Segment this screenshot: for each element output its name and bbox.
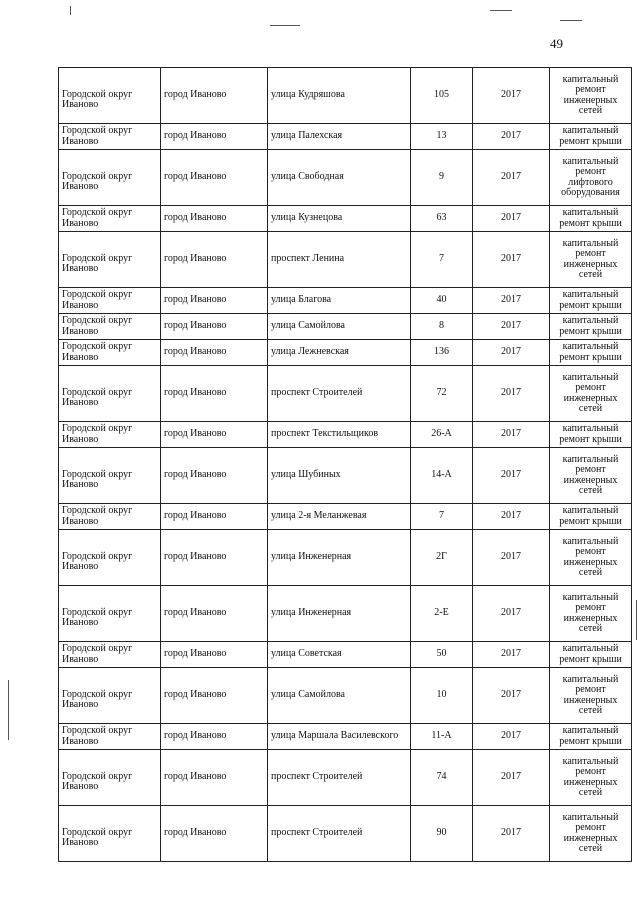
cell-street: проспект Строителей [268, 806, 411, 862]
cell-year: 2017 [473, 586, 550, 642]
cell-work-type: капитальный ремонт крыши [550, 724, 632, 750]
table-row [59, 642, 632, 668]
cell-street: улица Палехская [268, 124, 411, 150]
cell-work-type: капитальный ремонт инженерных сетей [550, 68, 632, 124]
cell-district: Городской округ Иваново [59, 340, 161, 366]
cell-house-number: 50 [411, 642, 473, 668]
cell-street: улица Лежневская [268, 340, 411, 366]
cell-year: 2017 [473, 288, 550, 314]
table-row [59, 750, 632, 806]
table-row [59, 340, 632, 366]
cell-street: улица Шубиных [268, 448, 411, 504]
table-row [59, 68, 632, 124]
cell-city: город Иваново [161, 504, 268, 530]
cell-work-type: капитальный ремонт инженерных сетей [550, 806, 632, 862]
cell-work-type: капитальный ремонт лифтового оборудования [550, 150, 632, 206]
scan-mark-top-right-2 [560, 20, 582, 21]
cell-district: Городской округ Иваново [59, 150, 161, 206]
cell-district: Городской округ Иваново [59, 206, 161, 232]
cell-work-type: капитальный ремонт крыши [550, 422, 632, 448]
cell-year: 2017 [473, 422, 550, 448]
cell-street: улица Инженерная [268, 530, 411, 586]
cell-house-number: 9 [411, 150, 473, 206]
table-row [59, 288, 632, 314]
cell-work-type: капитальный ремонт инженерных сетей [550, 232, 632, 288]
cell-street: улица Кузнецова [268, 206, 411, 232]
cell-house-number: 11-А [411, 724, 473, 750]
scan-mark-top-right [490, 10, 512, 11]
cell-district: Городской округ Иваново [59, 422, 161, 448]
table-row [59, 232, 632, 288]
cell-city: город Иваново [161, 642, 268, 668]
cell-city: город Иваново [161, 314, 268, 340]
cell-work-type: капитальный ремонт инженерных сетей [550, 668, 632, 724]
cell-house-number: 13 [411, 124, 473, 150]
table-row [59, 314, 632, 340]
table-row [59, 206, 632, 232]
cell-district: Городской округ Иваново [59, 366, 161, 422]
table-row [59, 806, 632, 862]
cell-work-type: капитальный ремонт крыши [550, 288, 632, 314]
cell-city: город Иваново [161, 150, 268, 206]
table-row [59, 124, 632, 150]
cell-district: Городской округ Иваново [59, 806, 161, 862]
cell-city: город Иваново [161, 750, 268, 806]
table-row [59, 448, 632, 504]
cell-house-number: 40 [411, 288, 473, 314]
cell-street: улица Самойлова [268, 314, 411, 340]
table-row [59, 504, 632, 530]
cell-street: улица Маршала Василевского [268, 724, 411, 750]
cell-house-number: 90 [411, 806, 473, 862]
cell-house-number: 26-А [411, 422, 473, 448]
cell-city: город Иваново [161, 206, 268, 232]
scan-mark-top-center [270, 25, 300, 26]
cell-work-type: капитальный ремонт крыши [550, 314, 632, 340]
cell-year: 2017 [473, 366, 550, 422]
cell-street: улица Инженерная [268, 586, 411, 642]
scan-mark-top-left [70, 6, 71, 15]
cell-house-number: 7 [411, 504, 473, 530]
table-row [59, 530, 632, 586]
cell-house-number: 2-Е [411, 586, 473, 642]
cell-year: 2017 [473, 150, 550, 206]
cell-street: проспект Строителей [268, 750, 411, 806]
cell-house-number: 74 [411, 750, 473, 806]
cell-year: 2017 [473, 124, 550, 150]
cell-district: Городской округ Иваново [59, 288, 161, 314]
cell-year: 2017 [473, 530, 550, 586]
cell-district: Городской округ Иваново [59, 586, 161, 642]
cell-district: Городской округ Иваново [59, 668, 161, 724]
cell-city: город Иваново [161, 366, 268, 422]
cell-district: Городской округ Иваново [59, 642, 161, 668]
cell-district: Городской округ Иваново [59, 68, 161, 124]
cell-city: город Иваново [161, 724, 268, 750]
cell-year: 2017 [473, 314, 550, 340]
cell-district: Городской округ Иваново [59, 232, 161, 288]
cell-work-type: капитальный ремонт крыши [550, 642, 632, 668]
cell-year: 2017 [473, 340, 550, 366]
cell-year: 2017 [473, 232, 550, 288]
cell-year: 2017 [473, 642, 550, 668]
cell-work-type: капитальный ремонт инженерных сетей [550, 448, 632, 504]
cell-work-type: капитальный ремонт крыши [550, 206, 632, 232]
cell-city: город Иваново [161, 586, 268, 642]
cell-house-number: 72 [411, 366, 473, 422]
table-row [59, 724, 632, 750]
cell-work-type: капитальный ремонт инженерных сетей [550, 366, 632, 422]
cell-street: улица Советская [268, 642, 411, 668]
table-row [59, 586, 632, 642]
cell-district: Городской округ Иваново [59, 448, 161, 504]
cell-street: улица Кудряшова [268, 68, 411, 124]
cell-street: улица Благова [268, 288, 411, 314]
cell-district: Городской округ Иваново [59, 124, 161, 150]
cell-work-type: капитальный ремонт крыши [550, 124, 632, 150]
cell-city: город Иваново [161, 668, 268, 724]
cell-work-type: капитальный ремонт крыши [550, 504, 632, 530]
cell-work-type: капитальный ремонт инженерных сетей [550, 750, 632, 806]
cell-work-type: капитальный ремонт инженерных сетей [550, 530, 632, 586]
scan-mark-right-edge [636, 600, 637, 640]
page-number: 49 [550, 36, 563, 51]
cell-street: проспект Строителей [268, 366, 411, 422]
cell-city: город Иваново [161, 68, 268, 124]
cell-street: улица 2-я Меланжевая [268, 504, 411, 530]
cell-house-number: 7 [411, 232, 473, 288]
cell-year: 2017 [473, 806, 550, 862]
cell-year: 2017 [473, 68, 550, 124]
cell-district: Городской округ Иваново [59, 530, 161, 586]
repair-register-table [58, 67, 632, 862]
cell-street: улица Свободная [268, 150, 411, 206]
cell-street: проспект Ленина [268, 232, 411, 288]
cell-house-number: 136 [411, 340, 473, 366]
cell-work-type: капитальный ремонт инженерных сетей [550, 586, 632, 642]
scan-mark-left-edge [8, 680, 9, 740]
cell-street: улица Самойлова [268, 668, 411, 724]
cell-house-number: 63 [411, 206, 473, 232]
cell-year: 2017 [473, 724, 550, 750]
cell-work-type: капитальный ремонт крыши [550, 340, 632, 366]
cell-district: Городской округ Иваново [59, 724, 161, 750]
cell-district: Городской округ Иваново [59, 504, 161, 530]
cell-street: проспект Текстильщиков [268, 422, 411, 448]
cell-city: город Иваново [161, 422, 268, 448]
cell-house-number: 2Г [411, 530, 473, 586]
table-row [59, 422, 632, 448]
cell-city: город Иваново [161, 232, 268, 288]
table-row [59, 668, 632, 724]
cell-house-number: 10 [411, 668, 473, 724]
cell-district: Городской округ Иваново [59, 314, 161, 340]
cell-year: 2017 [473, 504, 550, 530]
cell-city: город Иваново [161, 288, 268, 314]
cell-house-number: 14-А [411, 448, 473, 504]
cell-house-number: 105 [411, 68, 473, 124]
cell-city: город Иваново [161, 124, 268, 150]
cell-year: 2017 [473, 448, 550, 504]
cell-year: 2017 [473, 668, 550, 724]
cell-city: город Иваново [161, 340, 268, 366]
table-row [59, 366, 632, 422]
cell-house-number: 8 [411, 314, 473, 340]
table-body [59, 68, 632, 862]
cell-city: город Иваново [161, 530, 268, 586]
cell-district: Городской округ Иваново [59, 750, 161, 806]
table-row [59, 150, 632, 206]
cell-year: 2017 [473, 750, 550, 806]
cell-city: город Иваново [161, 448, 268, 504]
cell-year: 2017 [473, 206, 550, 232]
cell-city: город Иваново [161, 806, 268, 862]
